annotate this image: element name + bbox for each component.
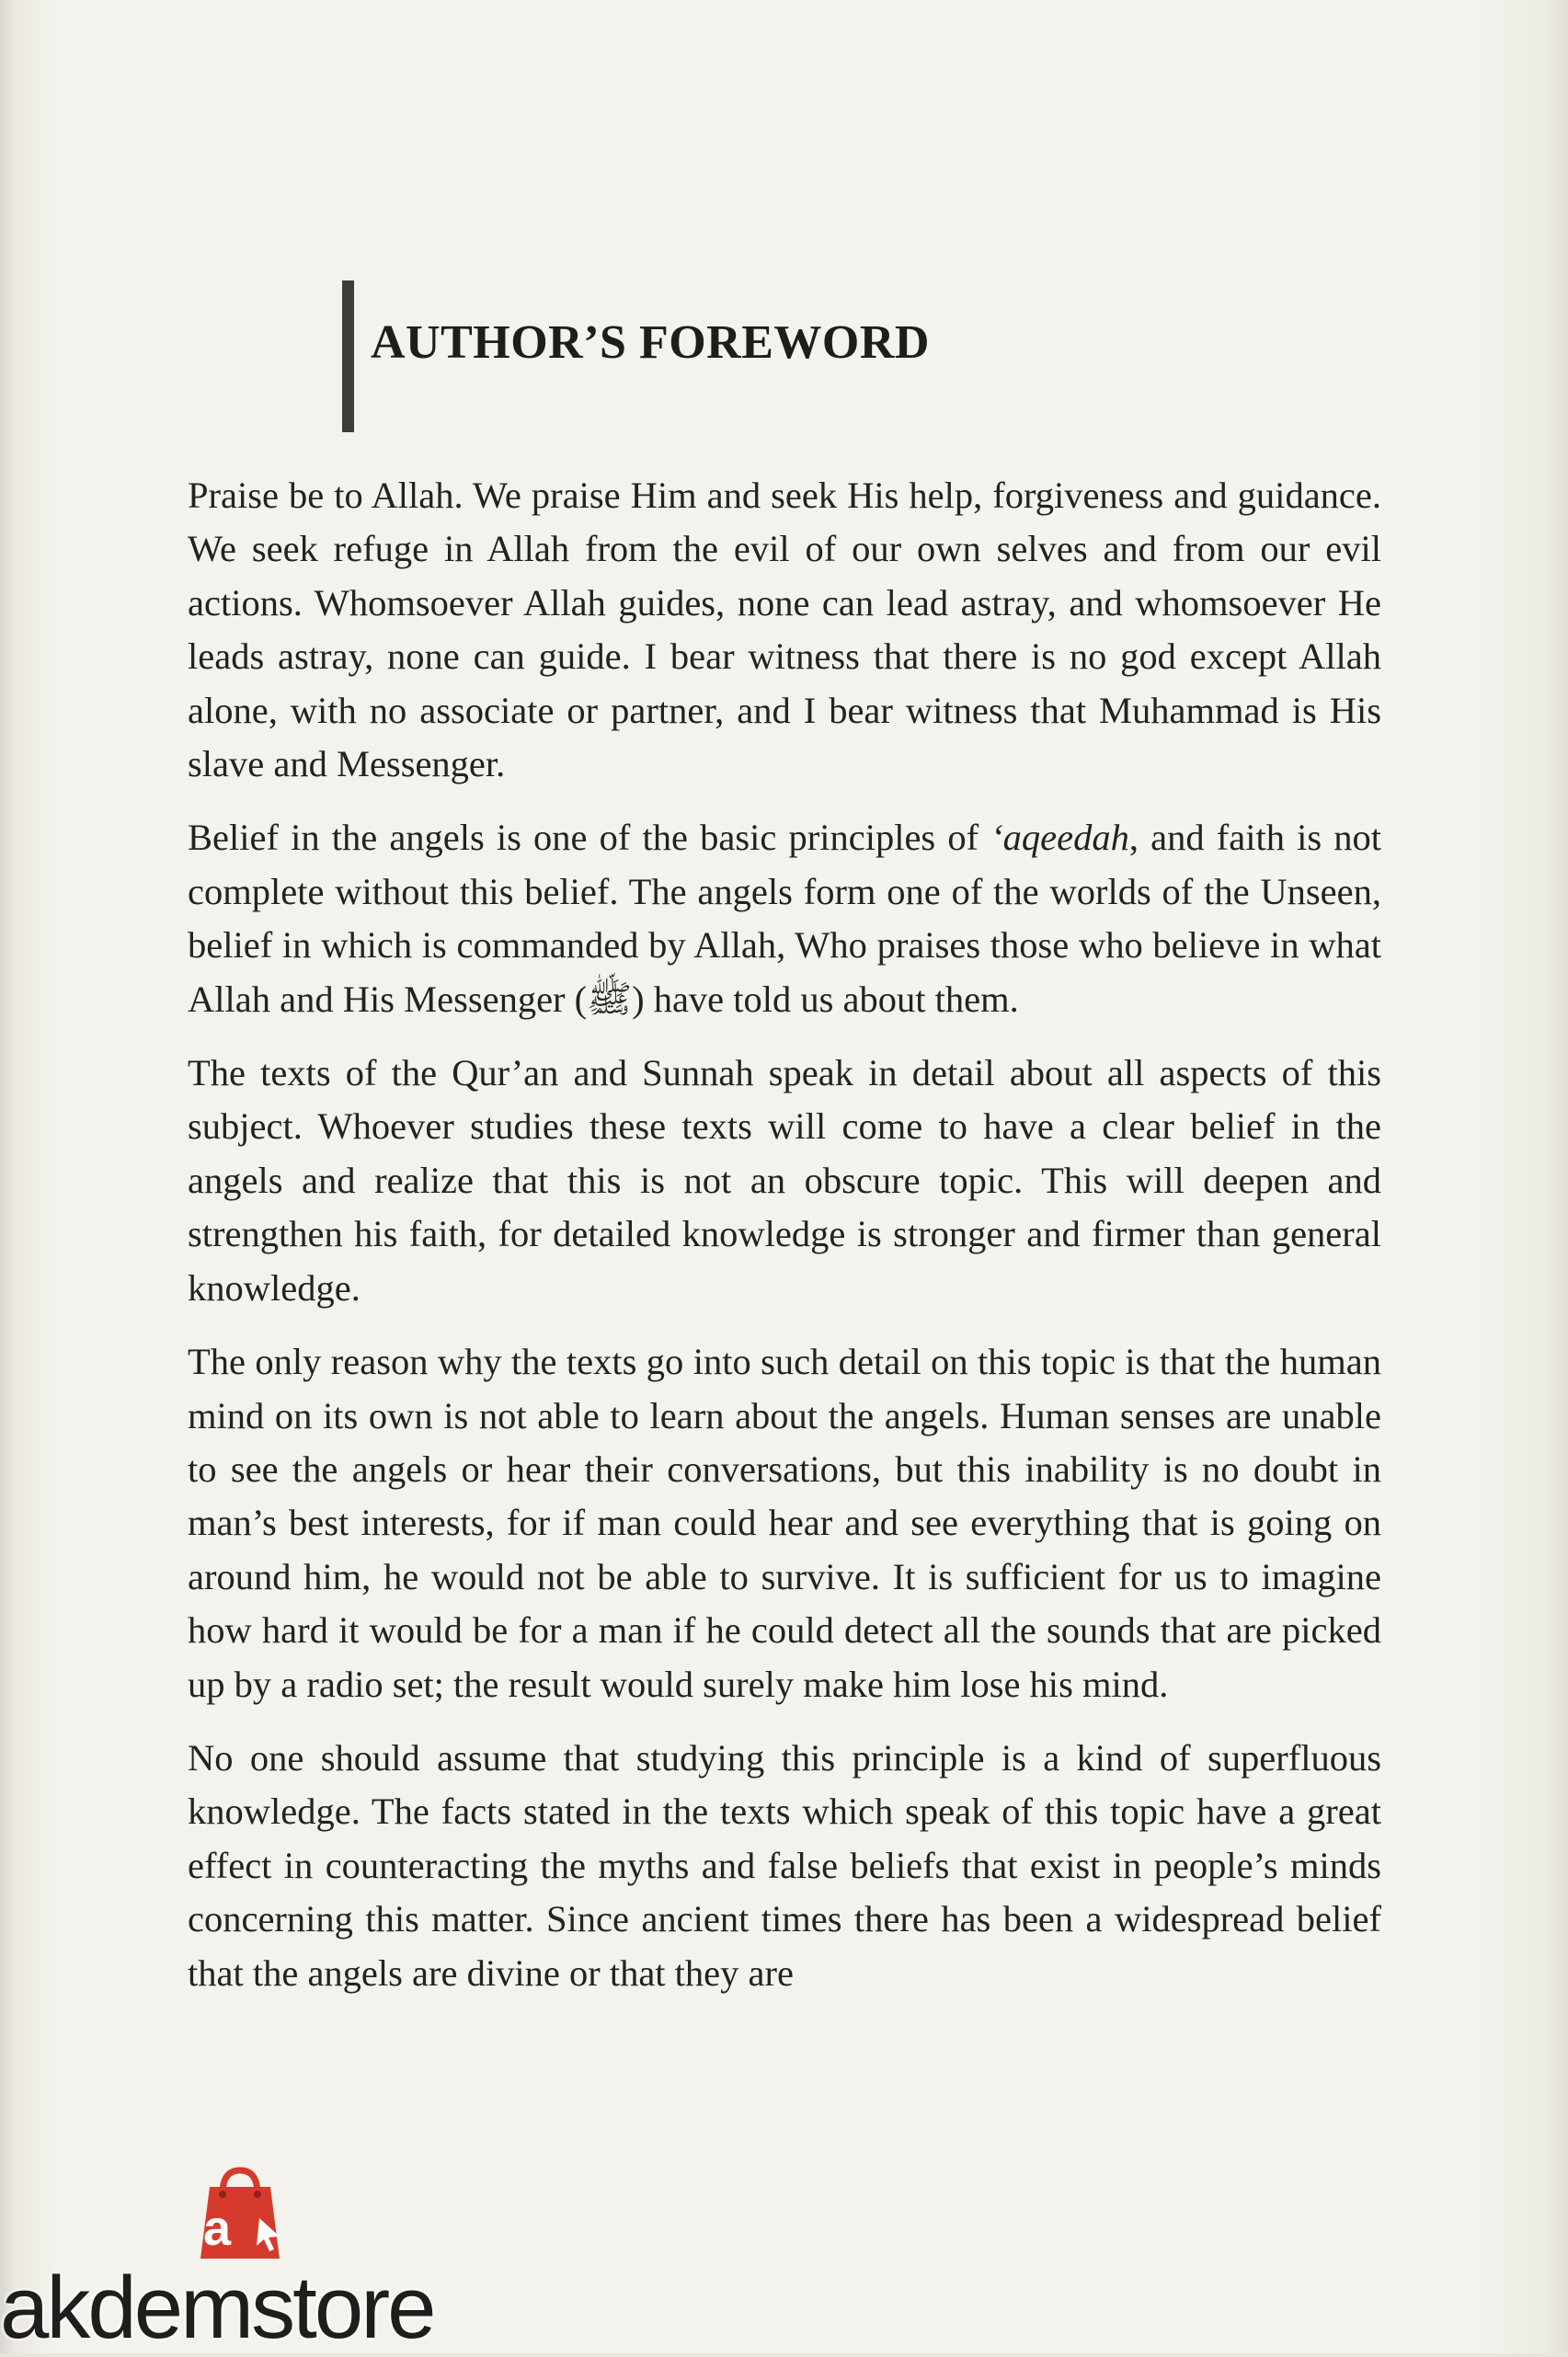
paragraph-text: Belief in the angels is one of the basic principles of — [188, 817, 991, 859]
page-title: AUTHOR’S FOREWORD — [371, 316, 930, 369]
paragraph-text: No one should assume that studying this principle is a kind of superfluous knowledge. The facts stated in the texts which speak of this topic have a great effect in counteracting the myths and false beliefs that exist in people’s minds concerning this matter. Since ancient times there has been a widespread belief that the angels are divine or that they are — [188, 1736, 1381, 1994]
paragraph-text: , and faith is not complete without this belief. The angels form one of the worlds of the Unseen, belief in which is commanded by Allah, Who praises those who believe in what Allah and His Messenger (ﷺ) have told us about them. — [188, 817, 1381, 1020]
paragraph-text: The texts of the Qur’an and Sunnah speak in detail about all aspects of this subject. Whoever studies these texts will come to have a clear belief in the angels and realize that this is not an obscure topic. This will deepen and strengthen his faith, for detailed knowledge is stronger and firmer than general knowledge. — [188, 1052, 1381, 1309]
paragraph-text: The only reason why the texts go into such detail on this topic is that the human mind on its own is not able to learn about the angels. Human senses are unable to see the angels or hear their conversations, but this inability is no doubt in man’s best interests, for if man could hear and see everything that is going on around him, he would not be able to survive. It is sufficient for us to imagine how hard it would be for a man if he could detect all the sounds that are picked up by a radio set; the result would surely make him lose his mind. — [188, 1341, 1381, 1705]
paragraph-text: Praise be to Allah. We praise Him and seek His help, forgiveness and guidance. We seek refuge in Allah from the evil of our own selves and from our evil actions. Whomsoever Allah guides, none can lead astray, and whomsoever He leads astray, none can guide. I bear witness that there is no god except Allah alone, with no associate or partner, and I bear witness that Muhammad is His slave and Messenger. — [188, 475, 1381, 785]
paragraph — [188, 811, 1381, 1026]
italic-term: ‘aqeedah — [990, 817, 1129, 859]
store-watermark — [0, 2159, 497, 2357]
store-logo-text: akdemstore — [0, 2259, 434, 2357]
paragraph — [188, 1732, 1381, 2000]
paragraph — [188, 1047, 1381, 1315]
body-text — [188, 469, 1381, 2020]
heading-accent-bar — [342, 280, 354, 432]
paragraph — [188, 469, 1381, 791]
paragraph — [188, 1335, 1381, 1711]
bag-letter: a — [203, 2201, 232, 2256]
